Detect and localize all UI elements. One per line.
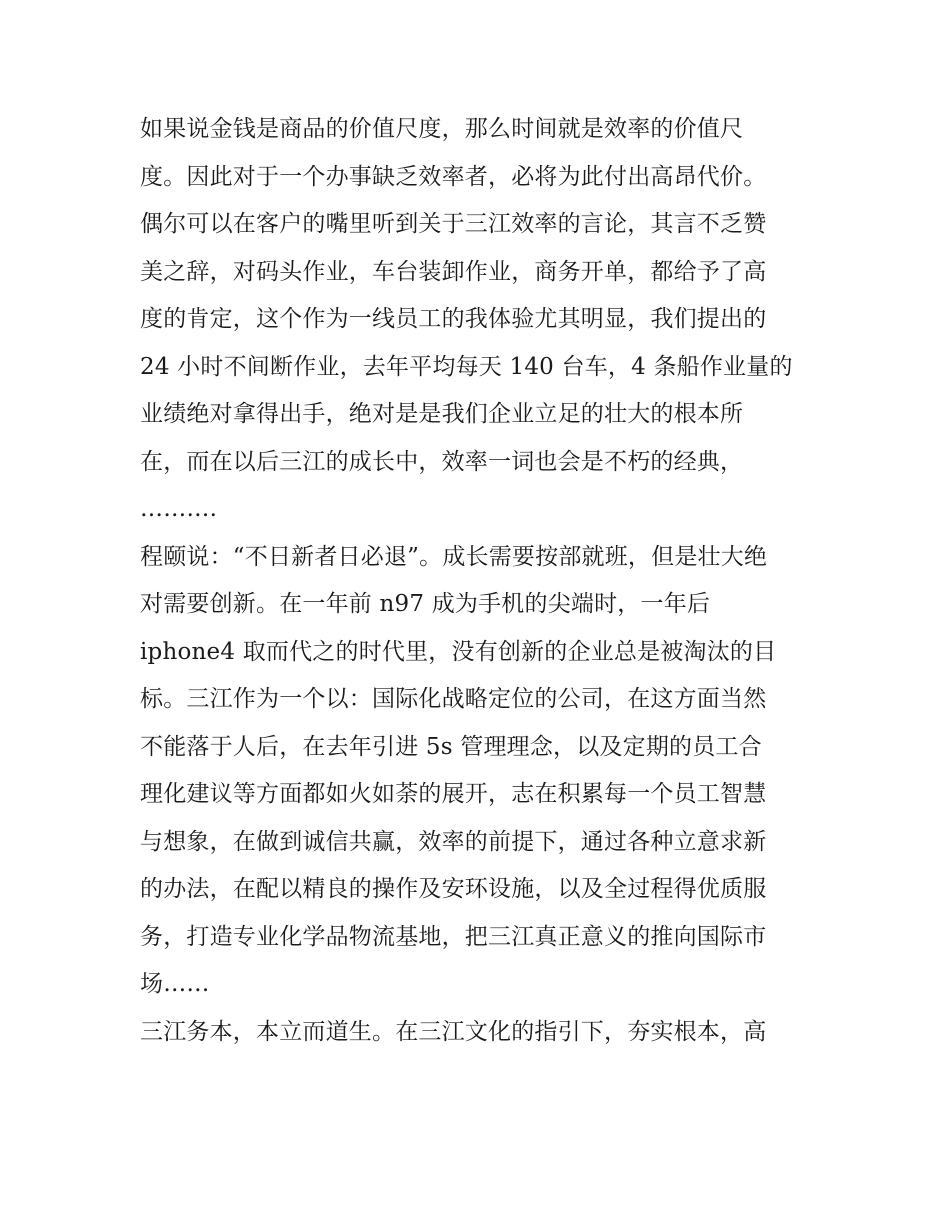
text-line: 美之辞，对码头作业，车台装卸作业，商务开单，都给予了高 (140, 258, 767, 285)
text-line: 的办法，在配以精良的操作及安环设施，以及全过程得优质服 (140, 876, 767, 902)
text-line: 对需要创新。在一年前 n97 成为手机的尖端时，一年后 (140, 591, 711, 617)
text-line: 与想象，在做到诚信共赢，效率的前提下，通过各种立意求新 (140, 828, 767, 855)
text-line: 在，而在以后三江的成长中，效率一词也会是不朽的经典， (140, 448, 744, 475)
text-line: 24 小时不间断作业，去年平均每天 140 台车，4 条船作业量的 (140, 353, 793, 380)
text-line: 度的肯定，这个作为一线员工的我体验尤其明显，我们提出的 (140, 306, 767, 332)
text-line: 如果说金钱是商品的价值尺度，那么时间就是效率的价值尺 (140, 116, 744, 142)
text-line: ………. (140, 496, 218, 522)
text-line: 理化建议等方面都如火如荼的展开，志在积累每一个员工智慧 (140, 781, 767, 807)
text-line: 标。三江作为一个以：国际化战略定位的公司，在这方面当然 (140, 686, 767, 712)
text-line: 不能落于人后，在去年引进 5s 管理理念，以及定期的员工合 (140, 733, 762, 760)
document-body (140, 106, 815, 1056)
text-line: 度。因此对于一个办事缺乏效率者，必将为此付出高昂代价。 (140, 163, 767, 190)
text-line: 偶尔可以在客户的嘴里听到关于三江效率的言论，其言不乏赞 (140, 211, 767, 237)
text-line: iphone4 取而代之的时代里，没有创新的企业总是被淘汰的目 (140, 638, 777, 665)
text-line: 业绩绝对拿得出手，绝对是是我们企业立足的壮大的根本所 (140, 401, 744, 427)
text-line: 场…… (140, 971, 210, 997)
text-line: 三江务本，本立而道生。在三江文化的指引下，夯实根本，高 (140, 1018, 767, 1045)
text-line: 务，打造专业化学品物流基地，把三江真正意义的推向国际市 (140, 923, 767, 950)
text-line: 程颐说：“不日新者日必退”。成长需要按部就班，但是壮大绝 (140, 543, 768, 570)
